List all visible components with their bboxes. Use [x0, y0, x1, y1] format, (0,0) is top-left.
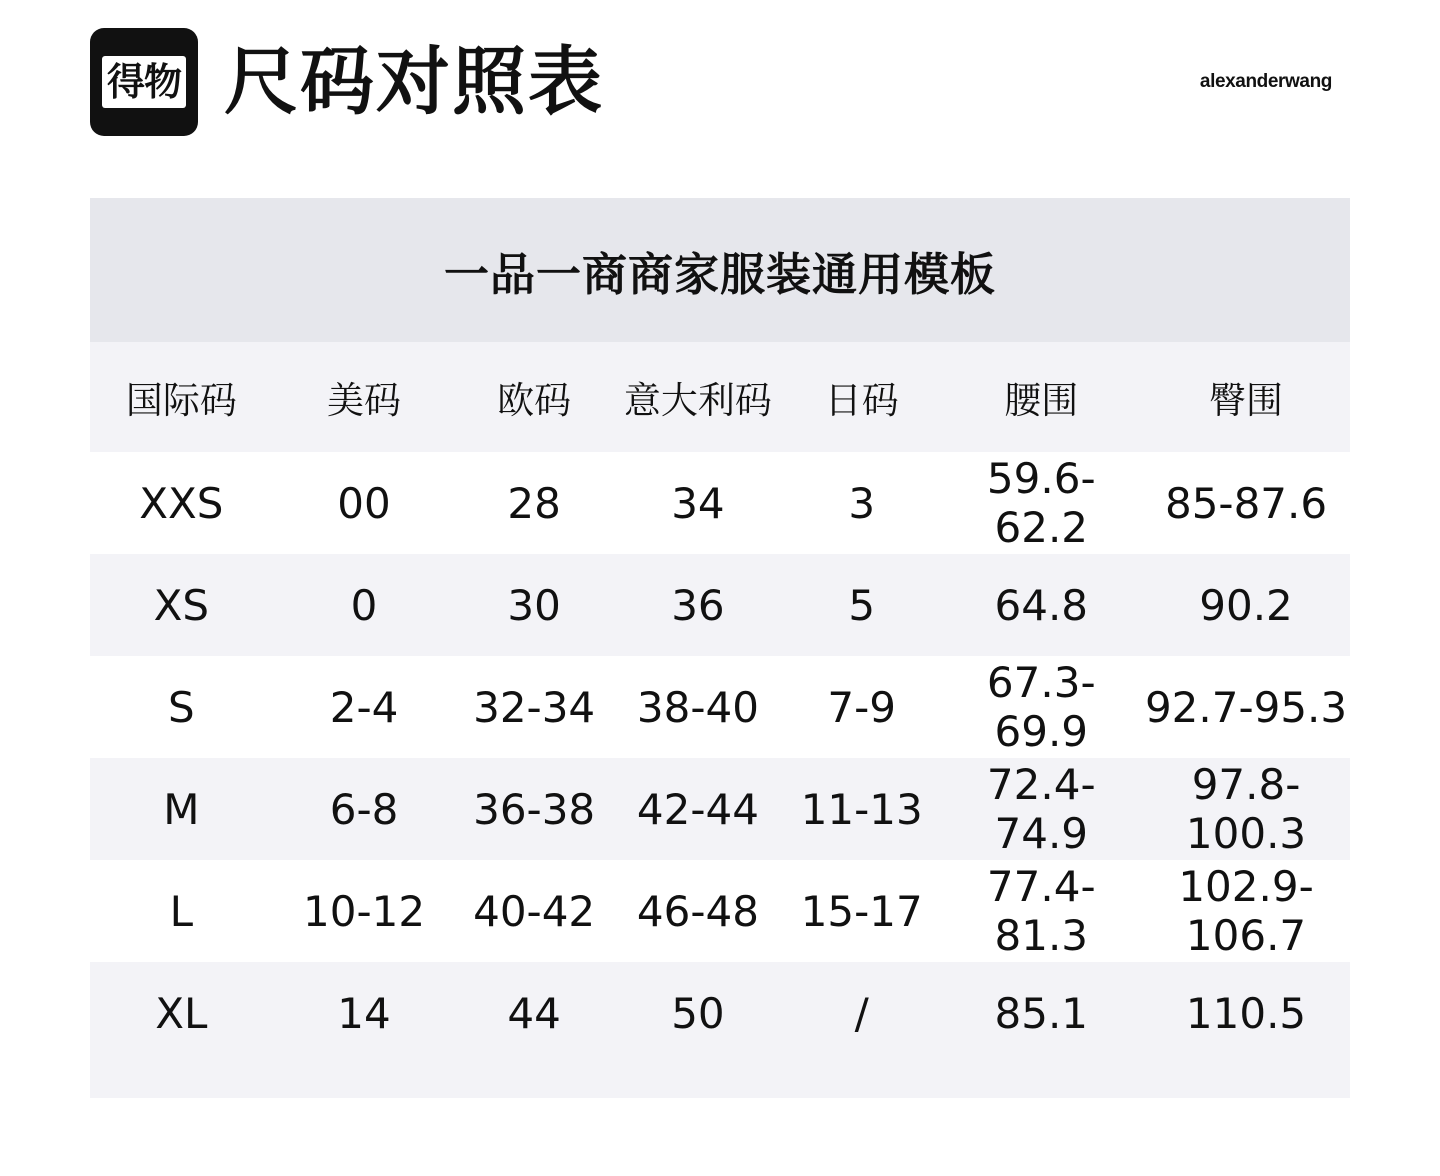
table-cell: 92.7-95.3	[1142, 656, 1350, 758]
table-cell: 97.8-100.3	[1142, 758, 1350, 860]
table-cell: XS	[90, 554, 273, 656]
table-header-row	[90, 342, 1350, 452]
table-cell: 2-4	[273, 656, 456, 758]
table-row	[90, 860, 1350, 962]
table-cell: 38-40	[613, 656, 783, 758]
page-header	[90, 22, 1350, 142]
page-title: 尺码对照表	[224, 39, 604, 125]
column-header: 美码	[273, 342, 456, 452]
table-cell: 28	[455, 452, 613, 554]
table-cell: /	[783, 962, 941, 1064]
table-cell: 50	[613, 962, 783, 1064]
size-table	[90, 342, 1350, 1064]
table-cell: 0	[273, 554, 456, 656]
table-cell: 59.6-62.2	[940, 452, 1142, 554]
brand-wordmark: alexanderwang	[1199, 71, 1332, 92]
table-cell: 00	[273, 452, 456, 554]
card-bottom-padding	[90, 1064, 1350, 1098]
table-cell: 46-48	[613, 860, 783, 962]
table-cell: 36	[613, 554, 783, 656]
card-title: 一品一商商家服装通用模板	[90, 198, 1350, 342]
column-header: 意大利码	[613, 342, 783, 452]
table-cell: 85.1	[940, 962, 1142, 1064]
table-cell: 30	[455, 554, 613, 656]
column-header: 欧码	[455, 342, 613, 452]
table-cell: XXS	[90, 452, 273, 554]
column-header: 臀围	[1142, 342, 1350, 452]
table-cell: 11-13	[783, 758, 941, 860]
table-cell: L	[90, 860, 273, 962]
table-cell: 34	[613, 452, 783, 554]
table-cell: 102.9-106.7	[1142, 860, 1350, 962]
table-cell: 14	[273, 962, 456, 1064]
table-cell: 5	[783, 554, 941, 656]
table-row	[90, 656, 1350, 758]
table-cell: 44	[455, 962, 613, 1064]
table-cell: 10-12	[273, 860, 456, 962]
dewu-logo-text: 得物	[102, 56, 186, 108]
dewu-logo-icon	[90, 28, 198, 136]
column-header: 日码	[783, 342, 941, 452]
table-cell: 72.4-74.9	[940, 758, 1142, 860]
table-cell: 85-87.6	[1142, 452, 1350, 554]
table-cell: 32-34	[455, 656, 613, 758]
table-cell: 64.8	[940, 554, 1142, 656]
column-header: 国际码	[90, 342, 273, 452]
table-row	[90, 452, 1350, 554]
size-chart-card	[90, 198, 1350, 1098]
table-cell: 67.3-69.9	[940, 656, 1142, 758]
table-row	[90, 962, 1350, 1064]
table-cell: 77.4-81.3	[940, 860, 1142, 962]
table-row	[90, 758, 1350, 860]
column-header: 腰围	[940, 342, 1142, 452]
table-cell: M	[90, 758, 273, 860]
table-cell: 36-38	[455, 758, 613, 860]
table-cell: 42-44	[613, 758, 783, 860]
table-cell: 110.5	[1142, 962, 1350, 1064]
table-cell: 3	[783, 452, 941, 554]
table-cell: 7-9	[783, 656, 941, 758]
table-cell: XL	[90, 962, 273, 1064]
table-cell: S	[90, 656, 273, 758]
table-row	[90, 554, 1350, 656]
table-cell: 90.2	[1142, 554, 1350, 656]
table-cell: 40-42	[455, 860, 613, 962]
table-cell: 15-17	[783, 860, 941, 962]
table-cell: 6-8	[273, 758, 456, 860]
